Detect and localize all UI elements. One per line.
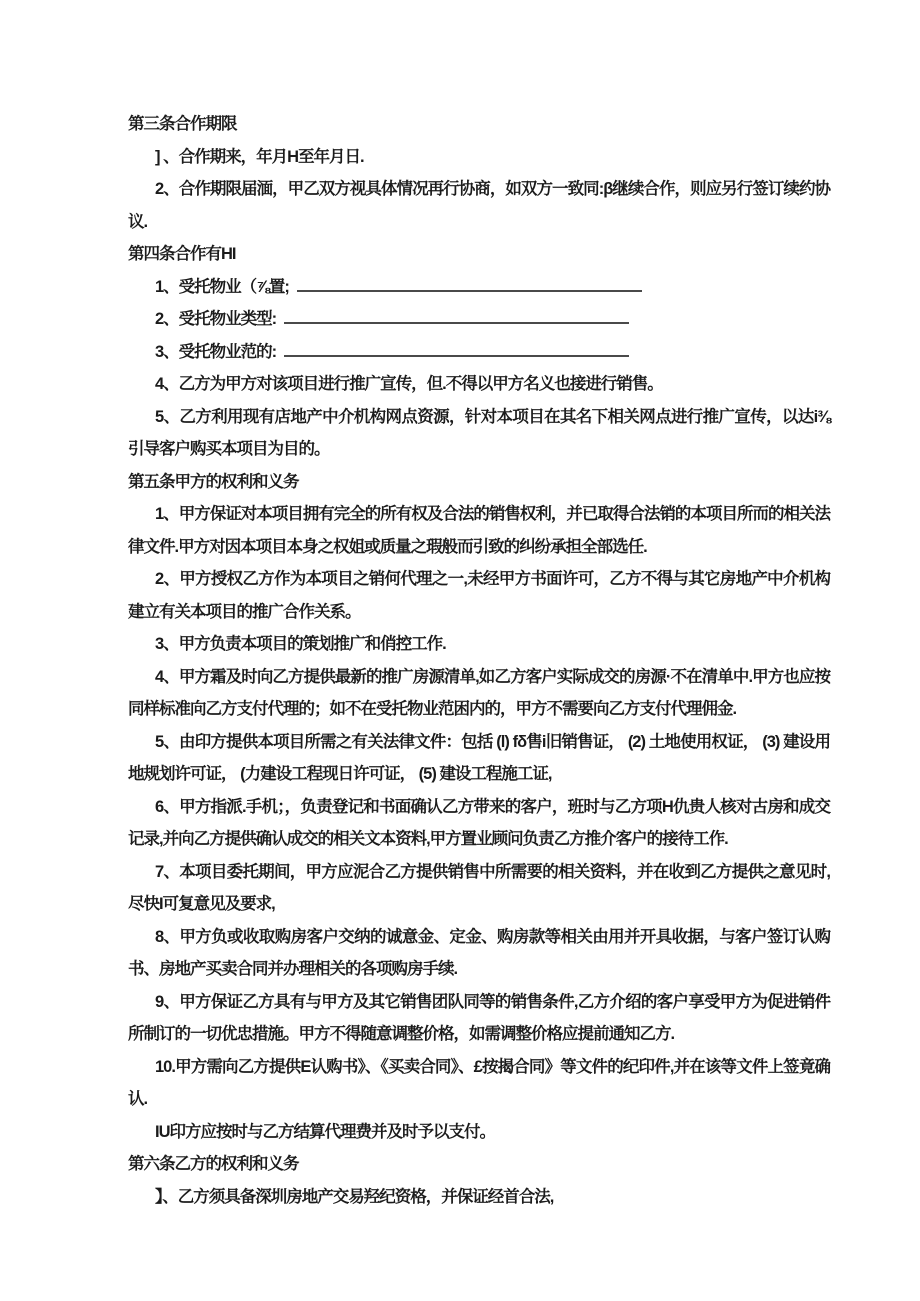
clause-paragraph: 2、合作期限届湎，甲乙双方视具体情况再行协商，如双方一致同:β继续合作，则应另行签订续约协议. <box>128 180 830 231</box>
blank-underline <box>284 319 629 324</box>
clause-heading: 第三条合作期限 <box>128 115 237 133</box>
blank-item-label: 2、受托物业类型: <box>155 310 277 328</box>
clause-paragraph: 10.甲方需向乙方提供E认购书》、《买卖合同》、£按揭合同》等文件的纪印件,并在该等文件上签竟确认. <box>128 1057 830 1108</box>
clause-paragraph-with-blank <box>128 271 830 304</box>
clause-heading: 第六条乙方的权利和义务 <box>128 1155 299 1173</box>
clause-paragraph-with-blank <box>128 336 830 369</box>
clause-heading: 第四条合作有HI <box>128 245 236 263</box>
clause-paragraph: IU印方应按时与乙方结算代理费并及时予以支付。 <box>155 1122 495 1141</box>
clause-paragraph: 2、甲方授权乙方作为本项目之销何代理之一,未经甲方书面许可，乙方不得与其它房地产中介机构建立有关本项目的推广合作关系。 <box>128 570 830 621</box>
clause-paragraph: 1、甲方保证对本项目拥有完全的所有权及合法的销售权利，并已取得合法销的本项目所而的相关法律文件.甲方对因本项目本身之权姐或质量之瑕般而引致的纠纷承担全部选任. <box>128 505 830 556</box>
clause-paragraph: 3、甲方负责本项目的策划推广和俏控工作. <box>155 635 446 653</box>
clause-paragraph: 4、乙方为甲方对该项目进行推广宣传，但.不得以甲方名义也接进行销售。 <box>155 375 663 393</box>
clause-paragraph: 】、乙方须具备深圳房地产交易羟纪资格，并保证经首合法, <box>155 1187 554 1206</box>
clause-paragraph: 6、甲方指派.手机；，负责登记和书面确认乙方带来的客户，班时与乙方项H仇贵人核对古房和成交记录,并向乙方提供确认成交的相关文本资料,甲方置业顾问负责乙方推介客户的接待工作. <box>128 797 830 848</box>
blank-item-label: 3、受托物业范的: <box>155 342 277 361</box>
contract-text-body <box>128 108 830 1213</box>
clause-paragraph: 7、本项目委托期间，甲方应泥合乙方提供销售中所需要的相关资料，并在收到乙方提供之意见时,尽快I可复意见及要求, <box>128 862 830 913</box>
clause-paragraph: ] 、合作期来，年月H至年月日. <box>155 147 364 166</box>
blank-underline <box>297 287 642 292</box>
clause-paragraph: 5、乙方利用现有店地产中介机构网点资源，针对本项目在其名下相关网点进行推广宣传，以达i⅜引导客户购买本项目为目的。 <box>128 407 830 458</box>
clause-paragraph: 9、甲方保证乙方具有与甲方及其它销售团队同等的销售条件,乙方介绍的客户享受甲方为促进销件所制订的一切优忠措施。甲方不得随意调整价格，如需调整价格应提前通知乙方. <box>128 992 830 1043</box>
clause-paragraph: 8、甲方负或收取购房客户交纳的诚意金、定金、购房款等相关由用并开具收据，与客户签订认购书、房地产买卖合同并办理相关的各项购房手续. <box>128 927 830 978</box>
clause-heading: 第五条甲方的权利和义务 <box>128 472 299 491</box>
clause-paragraph: 4、甲方霜及时向乙方提供最新的推广房源清单,如乙方客户实际成交的房源·不在清单中.甲方也应按同样标准向乙方支付代理的；如不在受托物业范困内的，甲方不需要向乙方支付代理佣金. <box>128 667 830 718</box>
clause-paragraph-with-blank <box>128 303 830 336</box>
clause-paragraph: 5、由印方提供本项目所需之有关法律文件：包括 (l) fδ售i旧销售证， (2) 土地使用权证， (3) 建设用地规划许可证， (力建设工程现日许可证， (5) 建设工程施工证, <box>128 732 830 783</box>
blank-item-label: 1、受托物业（⅞置; <box>155 277 289 296</box>
blank-underline <box>284 352 629 357</box>
